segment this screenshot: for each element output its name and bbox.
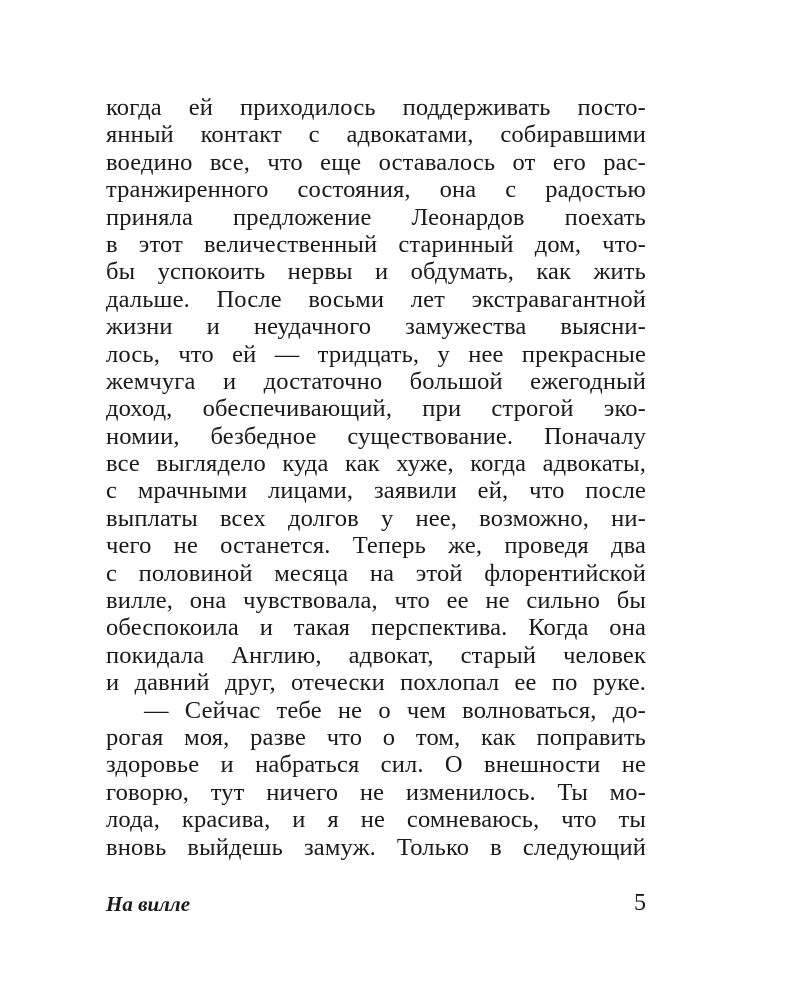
text-line: янный контакт с адвокатами, собиравшими (106, 121, 646, 149)
text-line: в этот величественный старинный дом, что- (106, 230, 646, 258)
page-footer (106, 892, 646, 924)
text-line: выплаты всех долгов у нее, возможно, ни- (106, 504, 646, 532)
text-line: все выглядело куда как хуже, когда адвокаты, (106, 450, 646, 478)
text-line: дальше. После восьми лет экстравагантной (106, 285, 646, 313)
text-line: обеспокоила и такая перспектива. Когда она (106, 614, 646, 642)
text-line: с половиной месяца на этой флорентийской (106, 559, 646, 587)
text-line: вилле, она чувствовала, что ее не сильно бы (106, 587, 646, 615)
text-line: покидала Англию, адвокат, старый человек (106, 641, 646, 669)
text-line: чего не останется. Теперь же, проведя два (106, 532, 646, 560)
text-line: лода, красива, и я не сомневаюсь, что ты (106, 806, 646, 834)
text-line: лось, что ей — тридцать, у нее прекрасные (106, 340, 646, 368)
text-line: номии, безбедное существование. Поначалу (106, 422, 646, 450)
text-line: бы успокоить нервы и обдумать, как жить (106, 258, 646, 286)
text-line: приняла предложение Леонардов поехать (106, 203, 646, 231)
dialogue-line: — Сейчас тебе не о чем волноваться, до- (144, 696, 646, 724)
text-line: вновь выйдешь замуж. Только в следующий (106, 833, 646, 861)
text-line: жемчуга и достаточно большой ежегодный (106, 367, 646, 395)
text-line: воедино все, что еще оставалось от его рас- (106, 148, 646, 176)
text-line: жизни и неудачного замужества выясни- (106, 313, 646, 341)
running-title: На вилле (106, 892, 191, 916)
text-line: доход, обеспечивающий, при строгой эко- (106, 395, 646, 423)
text-line: говорю, тут ничего не изменилось. Ты мо- (106, 778, 646, 806)
text-line: здоровье и набраться сил. О внешности не (106, 751, 646, 779)
body-text (106, 94, 646, 861)
text-line: когда ей приходилось поддерживать посто- (106, 94, 646, 121)
page-number: 5 (634, 890, 646, 916)
text-line: и давний друг, отечески похлопал ее по руке. (106, 669, 646, 697)
text-line: с мрачными лицами, заявили ей, что после (106, 477, 646, 505)
text-line: рогая моя, разве что о том, как поправить (106, 723, 646, 751)
text-line: транжиренного состояния, она с радостью (106, 176, 646, 204)
